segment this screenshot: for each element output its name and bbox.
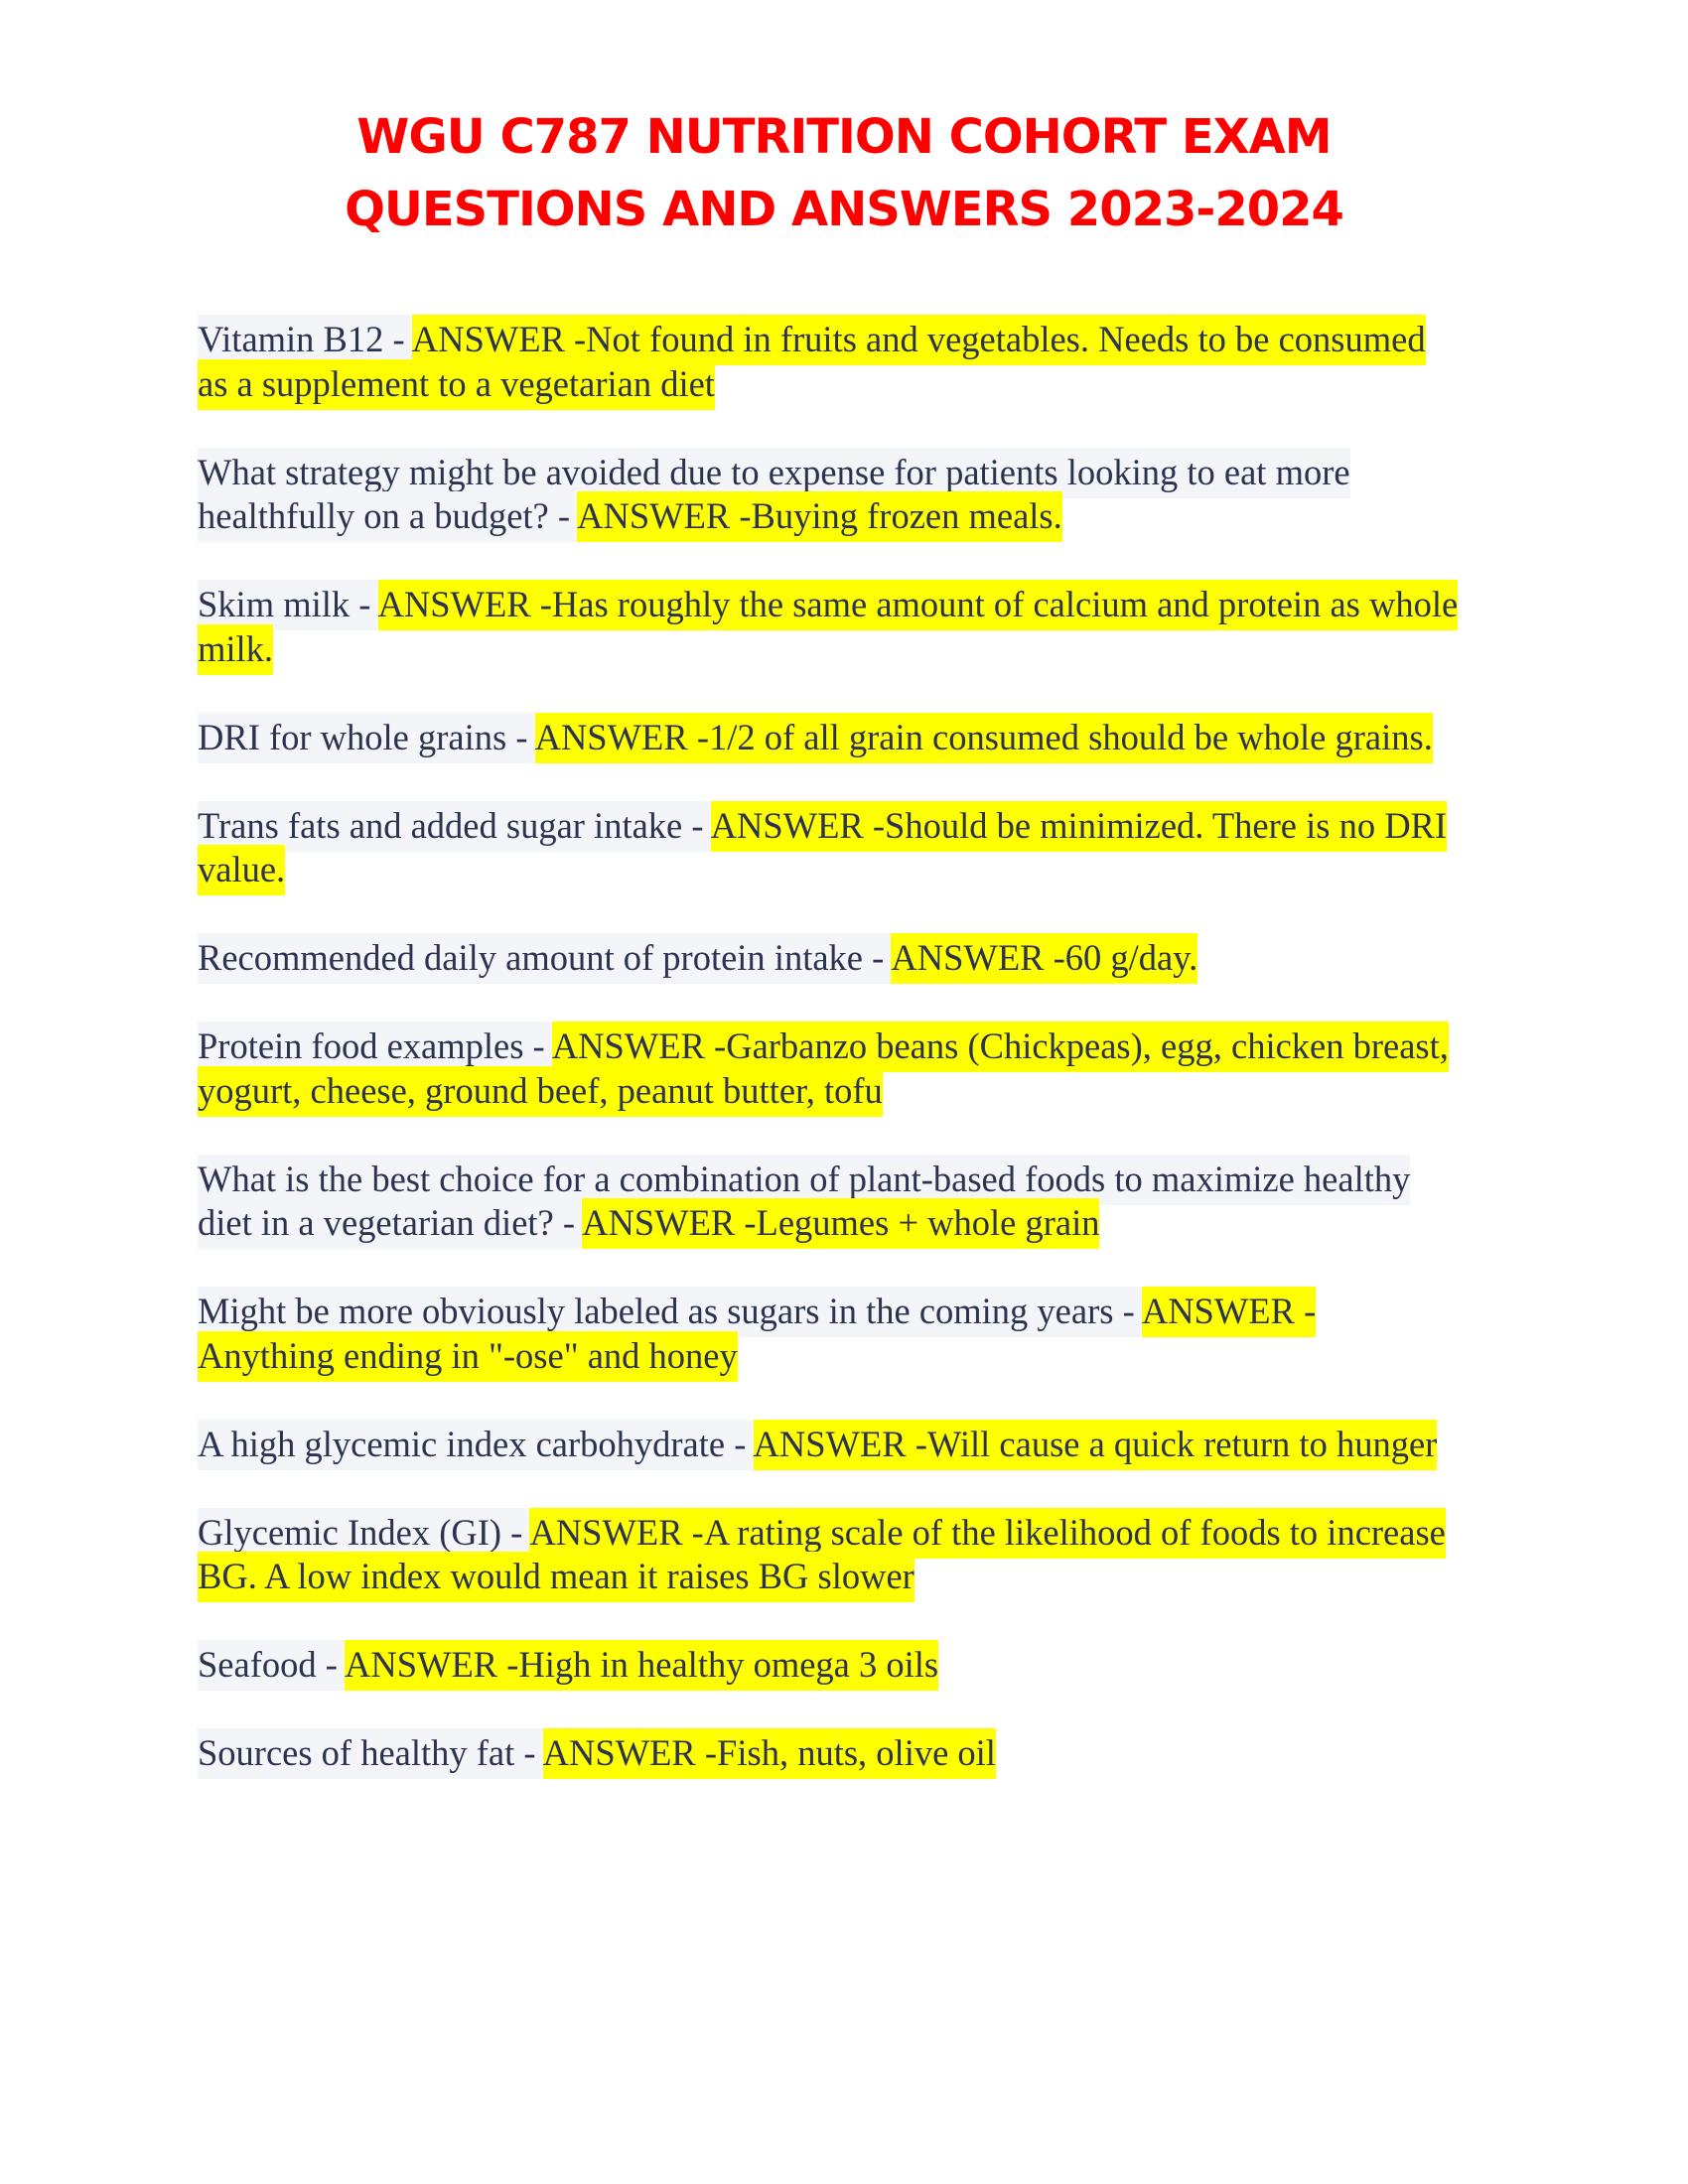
answer-text: ANSWER -Not found in fruits and vegetables. Needs to be consumed as a supplement to a vegetarian diet <box>198 315 1426 410</box>
qa-entry <box>198 936 1459 981</box>
answer-text: ANSWER -Fish, nuts, olive oil <box>543 1728 996 1779</box>
question-text: What strategy might be avoided due to expense for patients looking to eat more healthfully on a budget? - <box>198 448 1350 543</box>
qa-entry <box>198 583 1459 671</box>
question-text: Sources of healthy fat - <box>198 1728 543 1779</box>
answer-text: ANSWER -1/2 of all grain consumed should be whole grains. <box>535 713 1433 763</box>
qa-entry <box>198 1643 1459 1688</box>
qa-entry <box>198 1024 1459 1113</box>
question-text: A high glycemic index carbohydrate - <box>198 1420 754 1470</box>
answer-text: ANSWER - Anything ending in "-ose" and honey <box>198 1287 1316 1382</box>
qa-entry <box>198 1731 1459 1776</box>
qa-entry <box>198 1290 1459 1378</box>
answer-text: ANSWER -60 g/day. <box>891 933 1197 984</box>
question-text: Might be more obviously labeled as sugars in the coming years - <box>198 1287 1142 1337</box>
question-text: DRI for whole grains - <box>198 713 535 763</box>
document-title <box>0 101 1688 246</box>
question-text: Vitamin B12 - <box>198 315 412 365</box>
qa-entry <box>198 1423 1459 1467</box>
answer-text: ANSWER -Garbanzo beans (Chickpeas), egg, chicken breast, yogurt, cheese, ground beef, peanut butter, tofu <box>198 1022 1449 1117</box>
qa-entry <box>198 1158 1459 1246</box>
answer-text: ANSWER -High in healthy omega 3 oils <box>345 1640 938 1691</box>
question-text: Seafood - <box>198 1640 345 1691</box>
qa-entry <box>198 1511 1459 1599</box>
answer-text: ANSWER -Legumes + whole grain <box>582 1198 1099 1249</box>
question-text: What is the best choice for a combination of plant-based foods to maximize healthy diet in a vegetarian diet? - <box>198 1155 1410 1250</box>
answer-text: ANSWER -Should be minimized. There is no DRI value. <box>198 801 1447 896</box>
qa-entry <box>198 451 1459 539</box>
question-text: Glycemic Index (GI) - <box>198 1508 529 1559</box>
answer-text: ANSWER -Buying frozen meals. <box>577 491 1062 542</box>
title-line-2: QUESTIONS AND ANSWERS 2023-2024 <box>345 182 1343 237</box>
qa-list <box>198 318 1459 1820</box>
answer-text: ANSWER -A rating scale of the likelihood of foods to increase BG. A low index would mean it raises BG slower <box>198 1508 1446 1603</box>
answer-text: ANSWER -Has roughly the same amount of calcium and protein as whole milk. <box>198 580 1458 675</box>
title-line-1: WGU C787 NUTRITION COHORT EXAM <box>356 109 1332 165</box>
answer-text: ANSWER -Will cause a quick return to hunger <box>754 1420 1438 1470</box>
qa-entry <box>198 318 1459 406</box>
qa-entry <box>198 804 1459 892</box>
question-text: Trans fats and added sugar intake - <box>198 801 711 852</box>
question-text: Skim milk - <box>198 580 378 630</box>
question-text: Protein food examples - <box>198 1022 552 1072</box>
question-text: Recommended daily amount of protein intake - <box>198 933 891 984</box>
qa-entry <box>198 716 1459 760</box>
